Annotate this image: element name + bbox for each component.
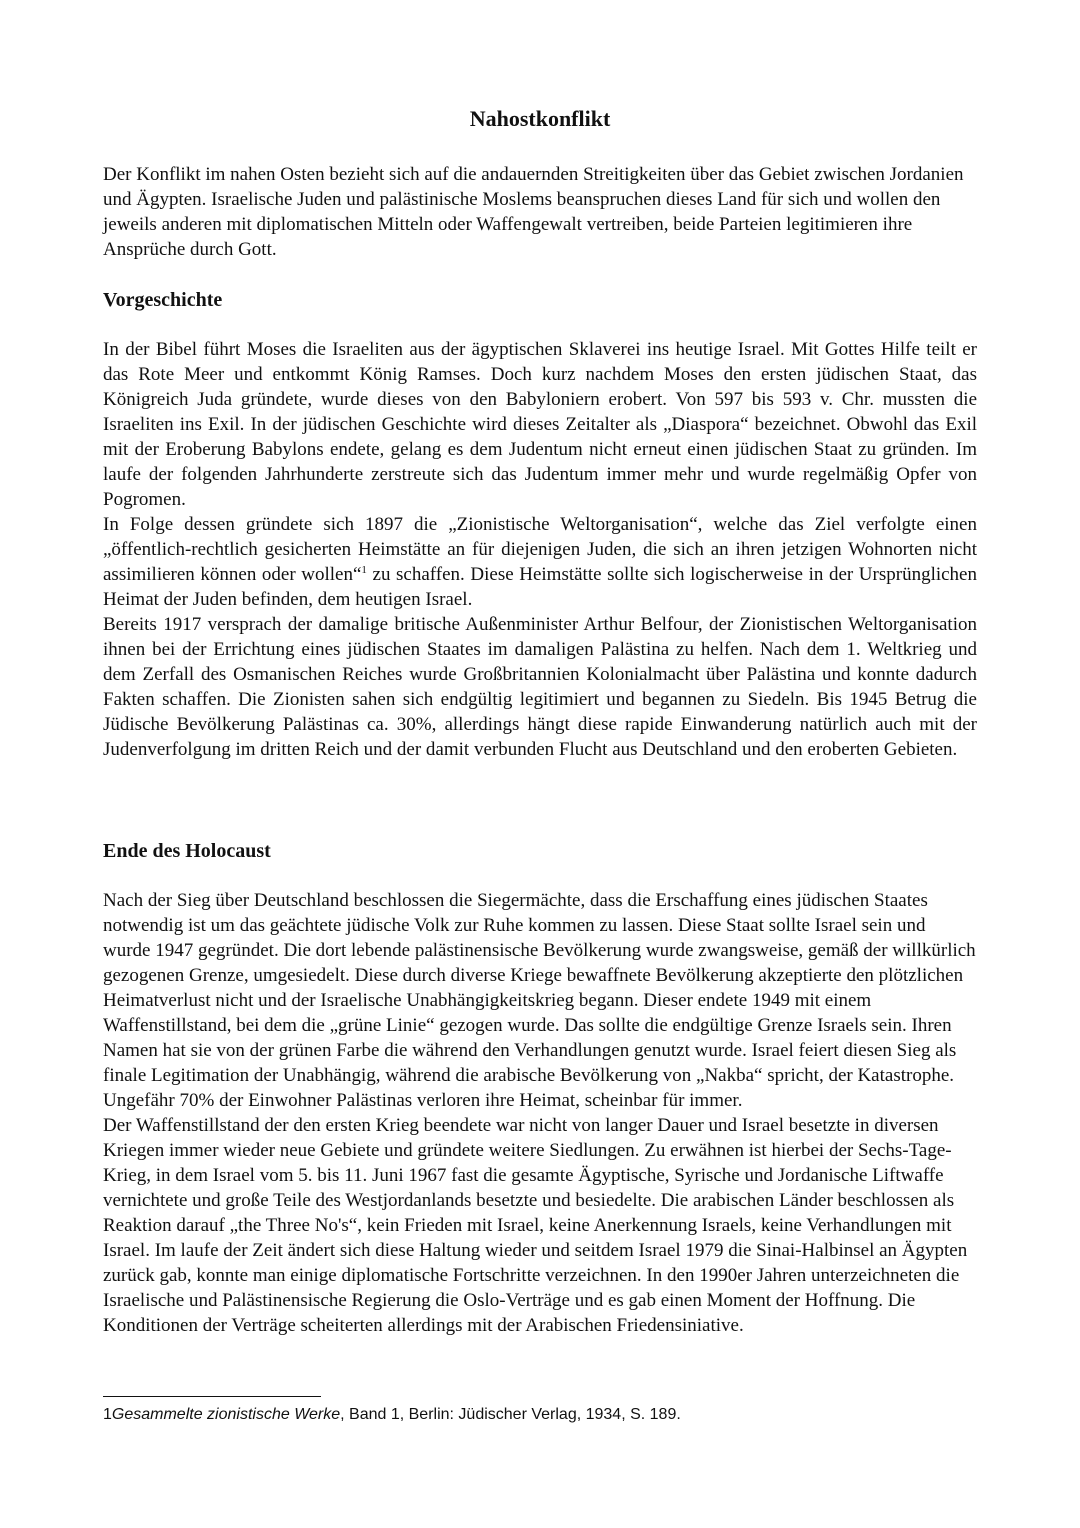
- footnote-work-title: Gesammelte zionistische Werke: [111, 1406, 341, 1423]
- intro-text: Der Konflikt im nahen Osten bezieht sich auf die andauernden Streitigkeiten über das Gebiet zwischen Jordanien und Ägypten. Israelische Juden und palästinische Moslems beanspruchen dieses Land für sich und wollen den jeweils anderen mit diplomatischen Mitteln oder Waffengewalt vertreiben, beide Parteien legitimieren ihre Ansprüche durch Gott.: [103, 164, 964, 260]
- paragraph: Bereits 1917 versprach der damalige britische Außenminister Arthur Belfour, der Zionistischen Weltorganisation ihnen bei der Errichtung eines jüdischen Staates im damaligen Palästina zu helfen. Nach dem 1. Weltkrieg und dem Zerfall des Osmanischen Reiches wurde Großbritannien Kolonialmacht über Palästina und konnte dadurch Fakten schaffen. Die Zionisten sahen sich endgültig legitimiert und begannen zu Siedeln. Bis 1945 Betrug die Jüdische Bevölkerung Palästinas ca. 30%, allerdings hängt diese rapide Einwanderung natürlich auch mit der Judenverfolgung im dritten Reich und der damit verbunden Flucht aus Deutschland und den eroberten Gebieten.: [103, 614, 977, 760]
- footnote-reference: 1: [361, 564, 367, 576]
- footnote-details: , Band 1, Berlin: Jüdischer Verlag, 1934, S. 189.: [340, 1406, 681, 1423]
- paragraph-text-continued: zu schaffen. Diese Heimstätte sollte sich logischerweise in der Ursprünglichen Heimat der Juden befinden, dem heutigen Israel.: [103, 564, 977, 610]
- paragraph: In der Bibel führt Moses die Israeliten aus der ägyptischen Sklaverei ins heutige Israel. Mit Gottes Hilfe teilt er das Rote Meer und entkommt König Ramses. Doch kurz nachdem Moses den ersten jüdischen Staat, das Königreich Juda gründete, wurde dieses von den Babyloniern erobert. Von 597 bis 593 v. Chr. mussten die Israeliten ins Exil. In der jüdischen Geschichte wird dieses Zeitalter als „Diaspora“ bezeichnet. Obwohl das Exil mit der Eroberung Babylons endete, gelang es dem Judentum nicht erneut einen jüdischen Staat zu gründen. Im laufe der folgenden Jahrhunderte zerstreute sich das Judentum immer mehr und wurde regelmäßig Opfer von Pogromen.: [103, 339, 977, 510]
- section-body-ende-des-holocaust: [103, 888, 977, 1338]
- paragraph-with-footnote: [103, 512, 977, 612]
- paragraph-text: In Folge dessen gründete sich 1897 die „Zionistische Weltorganisation“, welche das Ziel verfolgte einen „öffentlich-rechtlich gesicherten Heimstätte an für diejenigen Juden, die sich an ihren jetzigen Wohnorten nicht assimilieren können oder wollen“: [103, 514, 977, 585]
- paragraph: Nach der Sieg über Deutschland beschlossen die Siegermächte, dass die Erschaffung eines jüdischen Staates notwendig ist um das geächtete jüdische Volk zur Ruhe kommen zu lassen. Diese Staat sollte Israel sein und wurde 1947 gegründet. Die dort lebende palästinensische Bevölkerung wurde zwangsweise, gemäß der willkürlich gezogenen Grenze, umgesiedelt. Diese durch diverse Kriege bewaffnete Bevölkerung akzeptierte den plötzlichen Heimatverlust nicht und der Israelische Unabhängigkeitskrieg begann. Dieser endete 1949 mit einem Waffenstillstand, bei dem die „grüne Linie“ gezogen wurde. Das sollte die endgültige Grenze Israels sein. Ihren Namen hat sie von der grünen Farbe die während den Verhandlungen genutzt wurde. Israel feiert diesen Sieg als finale Legitimation der Unabhängig, während die arabische Bevölkerung von „Nakba“ spricht, der Katastrophe. Ungefähr 70% der Einwohner Palästinas verloren ihre Heimat, scheinbar für immer.: [103, 890, 976, 1111]
- page-title: Nahostkonflikt: [469, 106, 611, 131]
- section-body-vorgeschichte: [103, 337, 977, 762]
- intro-paragraph: [103, 162, 977, 262]
- section-heading-ende-des-holocaust: Ende des Holocaust: [103, 840, 271, 862]
- paragraph: Der Waffenstillstand der den ersten Krieg beendete war nicht von langer Dauer und Israel besetzte in diversen Kriegen immer wieder neue Gebiete und gründete weitere Siedlungen. Zu erwähnen ist hierbei der Sechs-Tage-Krieg, in dem Israel vom 5. bis 11. Juni 1967 fast die gesamte Ägyptische, Syrische und Jordanische Liftwaffe vernichtete und große Teile des Westjordanlands besetzte und besiedelte. Die arabischen Länder beschlossen als Reaktion darauf „the Three No's“, kein Frieden mit Israel, keine Anerkennung Israels, keine Verhandlungen mit Israel. Im laufe der Zeit ändert sich diese Haltung wieder und seitdem Israel 1979 die Sinai-Halbinsel an Ägypten zurück gab, konnte man einige diplomatische Fortschritte verzeichnen. In den 1990er Jahren unterzeichneten die Israelische und Palästinensische Regierung die Oslo-Verträge und es gab einen Moment der Hoffnung. Die Konditionen der Verträge scheiterten allerdings mit der Arabischen Friedensiniative.: [103, 1115, 968, 1336]
- footnote: [103, 1404, 977, 1426]
- section-heading-vorgeschichte: Vorgeschichte: [103, 289, 223, 311]
- footnote-divider: [103, 1396, 321, 1397]
- footnote-number: 1: [103, 1406, 112, 1423]
